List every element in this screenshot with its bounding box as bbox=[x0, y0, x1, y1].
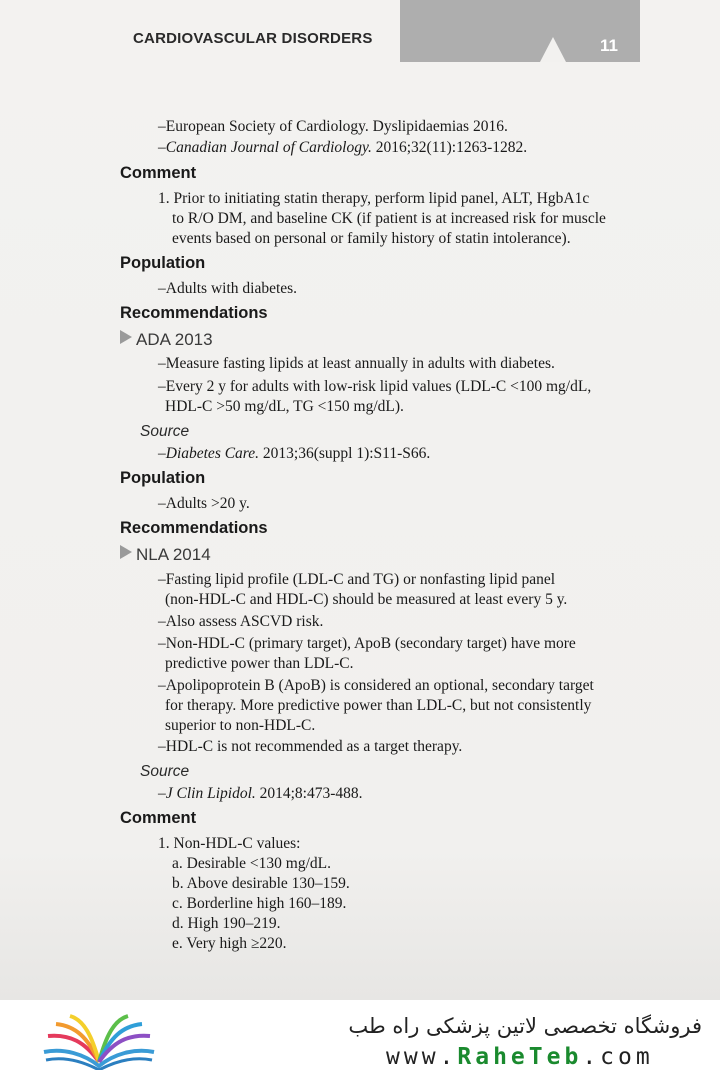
comment-line: b. Above desirable 130–159. bbox=[172, 875, 350, 892]
recommendation-line: HDL-C >50 mg/dL, TG <150 mg/dL). bbox=[165, 398, 404, 415]
recommendation-line: –HDL-C is not recommended as a target therapy. bbox=[158, 738, 463, 755]
recommendation-line: –Non-HDL-C (primary target), ApoB (secondary target) have more bbox=[158, 635, 576, 652]
organization-heading bbox=[120, 330, 213, 350]
recommendation-line: superior to non-HDL-C. bbox=[165, 717, 316, 734]
comment-heading: Comment bbox=[120, 164, 197, 182]
recommendation-line: –Fasting lipid profile (LDL-C and TG) or nonfasting lipid panel bbox=[158, 571, 556, 588]
journal-name: –Canadian Journal of Cardiology. bbox=[158, 139, 372, 156]
comment-line: to R/O DM, and baseline CK (if patient is at increased risk for muscle bbox=[172, 210, 606, 227]
comment-line: d. High 190–219. bbox=[172, 915, 281, 932]
page-number: 11 bbox=[600, 36, 618, 55]
organization-heading bbox=[120, 545, 211, 565]
comment-heading: Comment bbox=[120, 809, 197, 827]
recommendation-line: –Every 2 y for adults with low-risk lipid values (LDL-C <100 mg/dL, bbox=[158, 378, 592, 395]
recommendation-line: for therapy. More predictive power than LDL-C, but not consistently bbox=[165, 697, 592, 714]
citation: 2013;36(suppl 1):S11-S66. bbox=[259, 445, 431, 462]
chapter-title: CARDIOVASCULAR DISORDERS bbox=[133, 30, 373, 47]
source-citation bbox=[158, 784, 363, 804]
recommendation-line: –Measure fasting lipids at least annually in adults with diabetes. bbox=[158, 355, 555, 372]
source-label: Source bbox=[140, 763, 190, 780]
triangle-bullet-icon bbox=[120, 545, 132, 559]
recommendation-line: –Apolipoprotein B (ApoB) is considered an optional, secondary target bbox=[158, 677, 594, 694]
triangle-bullet-icon bbox=[120, 330, 132, 344]
store-banner[interactable] bbox=[0, 1000, 720, 1080]
comment-line: e. Very high ≥220. bbox=[172, 935, 287, 952]
population-heading: Population bbox=[120, 469, 206, 487]
store-name: فروشگاه تخصصی لاتین پزشکی راه طب bbox=[348, 1014, 702, 1038]
journal-name: –J Clin Lipidol. bbox=[158, 785, 256, 802]
recommendation-line: (non-HDL-C and HDL-C) should be measured at least every 5 y. bbox=[165, 591, 568, 608]
journal-name: –Diabetes Care. bbox=[158, 445, 260, 462]
organization-name: NLA 2014 bbox=[136, 545, 211, 564]
comment-line: 1. Prior to initiating statin therapy, perform lipid panel, ALT, HgbA1c bbox=[158, 190, 590, 207]
population-line: –Adults >20 y. bbox=[158, 495, 250, 512]
population-heading: Population bbox=[120, 254, 206, 272]
recommendation-line: –Also assess ASCVD risk. bbox=[158, 613, 324, 630]
comment-line: 1. Non-HDL-C values: bbox=[158, 835, 301, 852]
tab-notch bbox=[540, 37, 566, 62]
url-prefix: www. bbox=[386, 1044, 458, 1070]
recommendation-line: predictive power than LDL-C. bbox=[165, 655, 354, 672]
source-label: Source bbox=[140, 423, 190, 440]
organization-name: ADA 2013 bbox=[136, 330, 213, 349]
comment-line: c. Borderline high 160–189. bbox=[172, 895, 347, 912]
population-line: –Adults with diabetes. bbox=[158, 280, 298, 297]
comment-line: events based on personal or family history of statin intolerance). bbox=[172, 230, 571, 247]
open-book-logo-icon bbox=[40, 1012, 158, 1070]
comment-line: a. Desirable <130 mg/dL. bbox=[172, 855, 331, 872]
reference-line: –European Society of Cardiology. Dyslipidaemias 2016. bbox=[158, 118, 508, 135]
store-url-link[interactable] bbox=[386, 1044, 654, 1070]
recommendations-heading: Recommendations bbox=[120, 304, 268, 322]
source-citation bbox=[158, 444, 430, 464]
url-brand: RaheTeb bbox=[457, 1044, 583, 1070]
url-suffix: .com bbox=[582, 1044, 654, 1070]
citation: 2014;8:473-488. bbox=[255, 785, 363, 802]
reference-line bbox=[158, 138, 527, 158]
citation: 2016;32(11):1263-1282. bbox=[371, 139, 528, 156]
recommendations-heading: Recommendations bbox=[120, 519, 268, 537]
